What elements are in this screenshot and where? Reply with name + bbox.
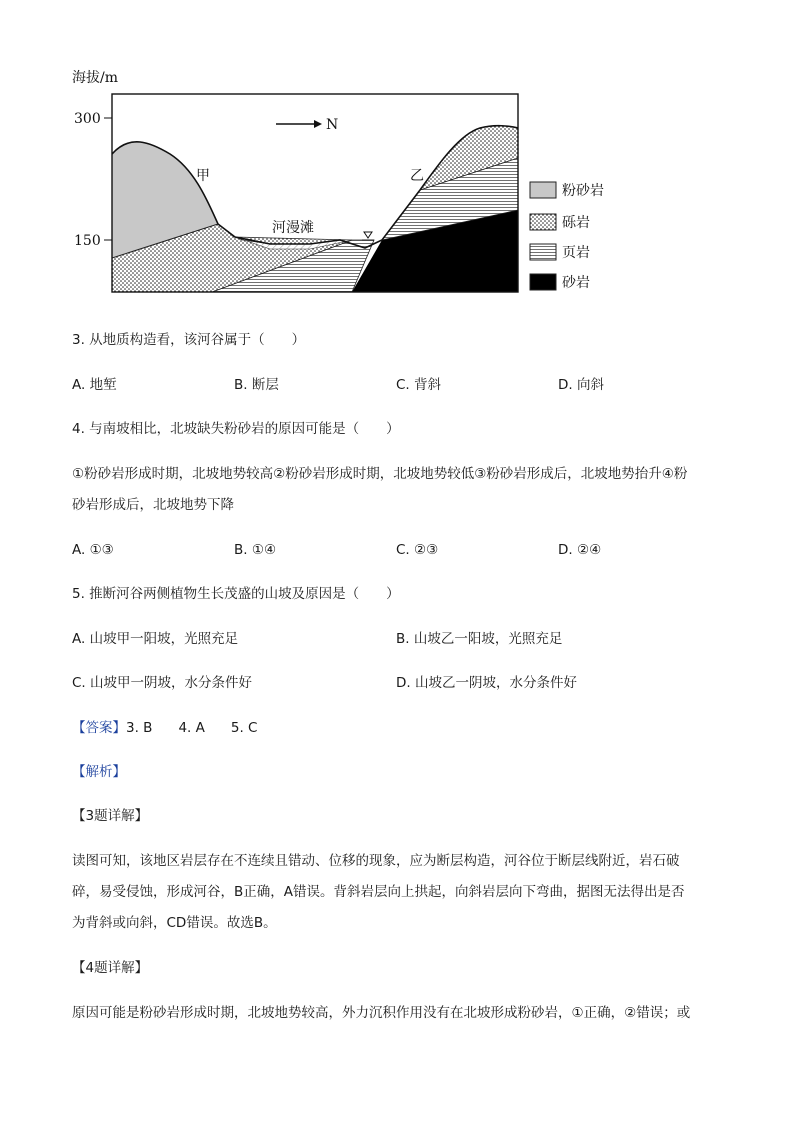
q3-option-b: B. 断层 [234,377,279,393]
legend-conglomerate-label: 砾岩 [562,215,590,231]
q5-option-a: A. 山坡甲一阳坡，光照充足 [72,631,239,647]
legend-shale-label: 页岩 [562,245,590,261]
analysis-label: 【解析】 [72,764,126,780]
north-arrowhead-icon [314,120,322,128]
legend-conglomerate-swatch [530,214,556,230]
legend-sandstone-swatch [530,274,556,290]
y-tick-300: 300 [74,111,101,127]
legend-siltstone-label: 粉砂岩 [562,183,604,199]
answer-5: 5. C [230,720,258,736]
slope-b-label: 乙 [410,168,424,184]
slope-a-label: 甲 [196,168,210,184]
legend-shale-swatch [530,244,556,260]
q4-detail-line1: 原因可能是粉砂岩形成时期，北坡地势较高，外力沉积作用没有在北坡形成粉砂岩，①正确，②错误；或 [72,1005,691,1021]
water-level-icon [364,232,372,238]
q5-option-d: D. 山坡乙一阴坡，水分条件好 [396,675,577,691]
q3-detail-line1: 读图可知，该地区岩层存在不连续且错动、位移的现象，应为断层构造，河谷位于断层线附近，岩石破 [72,853,680,869]
answer-row [72,718,257,738]
q5-option-c: C. 山坡甲一阴坡，水分条件好 [72,675,253,691]
q4-option-b: B. ①④ [234,542,277,558]
q3-stem: 3. 从地质构造看，该河谷属于（ ） [72,332,306,348]
answer-3: 3. B [126,720,153,736]
q5-option-b: B. 山坡乙一阳坡，光照充足 [396,631,563,647]
q4-statements-line1: ①粉砂岩形成时期，北坡地势较高②粉砂岩形成时期，北坡地势较低③粉砂岩形成后，北坡地势抬升④粉 [72,466,688,482]
y-axis-label: 海拔/m [72,70,118,86]
north-label: N [326,117,339,133]
y-tick-150: 150 [74,233,101,249]
geologic-cross-section [70,62,630,302]
answer-4: 4. A [178,720,205,736]
legend-sandstone-label: 砂岩 [562,275,590,291]
q4-stem: 4. 与南坡相比，北坡缺失粉砂岩的原因可能是（ ） [72,421,400,437]
legend-siltstone-swatch [530,182,556,198]
q4-statements-line2: 砂岩形成后，北坡地势下降 [72,497,234,513]
q3-option-c: C. 背斜 [396,377,442,393]
q3-detail-line3: 为背斜或向斜，CD错误。故选B。 [72,915,277,931]
answer-label: 【答案】 [72,720,126,736]
q5-stem: 5. 推断河谷两侧植物生长茂盛的山坡及原因是（ ） [72,586,400,602]
q3-option-d: D. 向斜 [558,377,604,393]
q4-option-c: C. ②③ [396,542,439,558]
q4-detail-title: 【4题详解】 [72,960,149,976]
q3-detail-line2: 碎，易受侵蚀，形成河谷，B正确，A错误。背斜岩层向上拱起，向斜岩层向下弯曲，据图无法得出是否 [72,884,685,900]
q3-detail-title: 【3题详解】 [72,808,149,824]
floodplain-label: 河漫滩 [272,220,314,236]
cross-section-svg [70,62,630,302]
q4-option-d: D. ②④ [558,542,602,558]
q4-option-a: A. ①③ [72,542,114,558]
q3-option-a: A. 地堑 [72,377,117,393]
